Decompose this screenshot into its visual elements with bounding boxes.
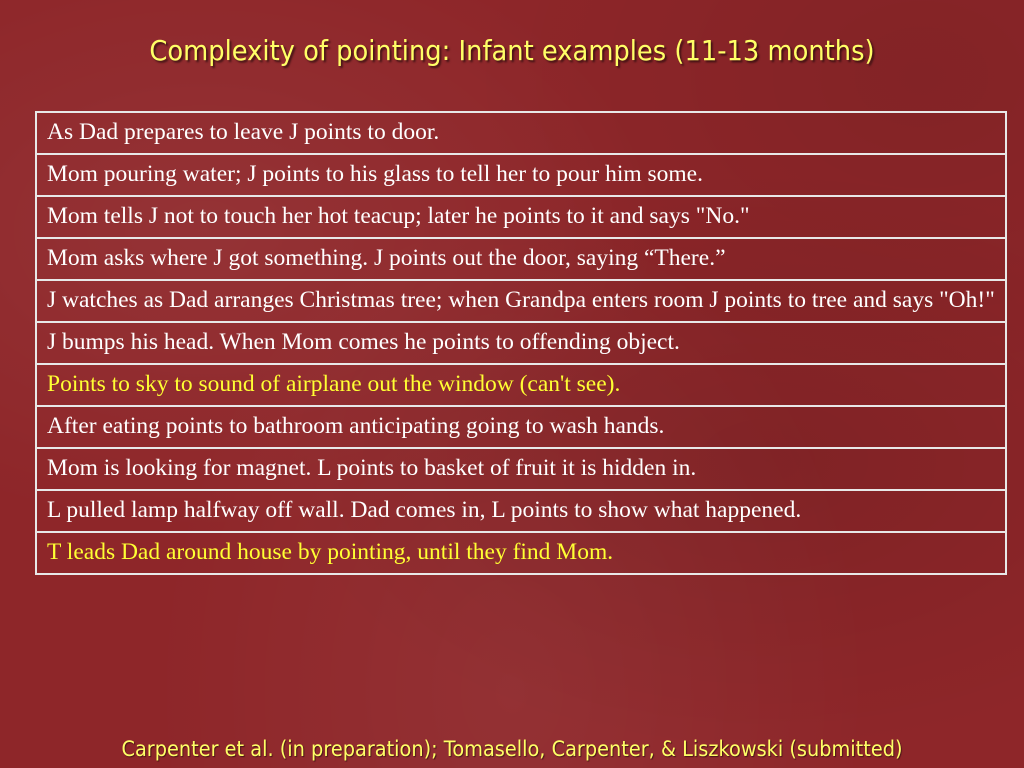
example-cell: Mom pouring water; J points to his glass to tell her to pour him some. bbox=[36, 154, 1006, 196]
example-cell: As Dad prepares to leave J points to door. bbox=[36, 112, 1006, 154]
table-row bbox=[36, 238, 1006, 280]
example-cell-highlighted: Points to sky to sound of airplane out the window (can't see). bbox=[36, 364, 1006, 406]
table-row bbox=[36, 532, 1006, 574]
table-row bbox=[36, 322, 1006, 364]
example-cell: L pulled lamp halfway off wall. Dad comes in, L points to show what happened. bbox=[36, 490, 1006, 532]
examples-table bbox=[35, 111, 1007, 575]
table-row bbox=[36, 196, 1006, 238]
example-cell: After eating points to bathroom anticipating going to wash hands. bbox=[36, 406, 1006, 448]
table-row bbox=[36, 112, 1006, 154]
example-cell: Mom is looking for magnet. L points to basket of fruit it is hidden in. bbox=[36, 448, 1006, 490]
table-row bbox=[36, 364, 1006, 406]
example-cell: Mom tells J not to touch her hot teacup; later he points to it and says "No." bbox=[36, 196, 1006, 238]
slide-title: Complexity of pointing: Infant examples (11-13 months) bbox=[149, 34, 875, 67]
table-row bbox=[36, 490, 1006, 532]
citation: Carpenter et al. (in preparation); Tomasello, Carpenter, & Liszkowski (submitted) bbox=[121, 737, 903, 761]
example-cell: J bumps his head. When Mom comes he points to offending object. bbox=[36, 322, 1006, 364]
example-cell: J watches as Dad arranges Christmas tree; when Grandpa enters room J points to tree and says "Oh!" bbox=[36, 280, 1006, 322]
example-cell: Mom asks where J got something. J points out the door, saying “There.” bbox=[36, 238, 1006, 280]
table-row bbox=[36, 406, 1006, 448]
example-cell-highlighted: T leads Dad around house by pointing, until they find Mom. bbox=[36, 532, 1006, 574]
table-row bbox=[36, 448, 1006, 490]
table-row bbox=[36, 154, 1006, 196]
table-row bbox=[36, 280, 1006, 322]
